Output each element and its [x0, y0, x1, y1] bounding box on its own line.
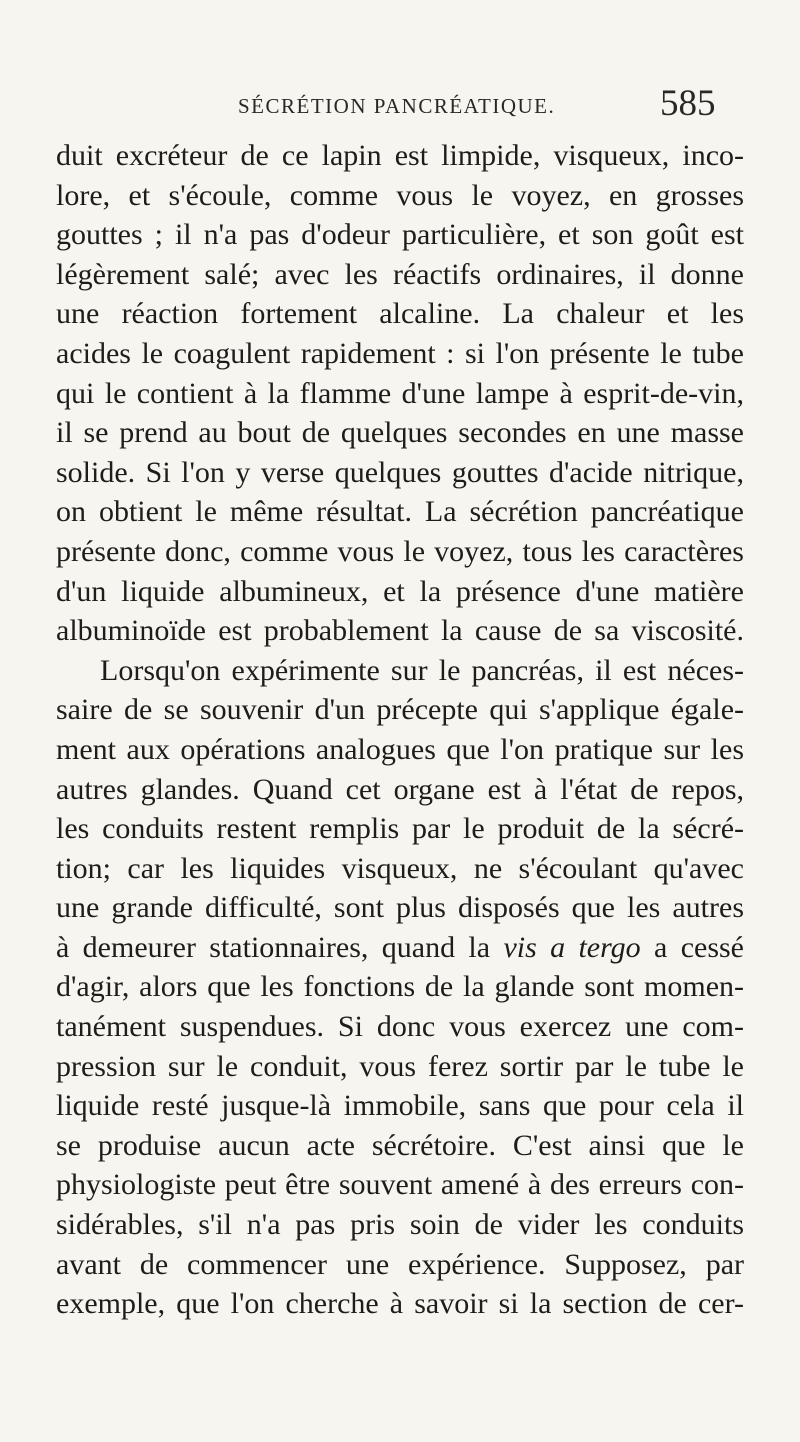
text-line: on obtient le même résultat. La sécrétion pancréatique: [56, 495, 744, 529]
text-line: légèrement salé; avec les réactifs ordinaires, il donne: [56, 257, 744, 291]
page-number: 585: [660, 83, 716, 124]
text-line: saire de se souvenir d'un précepte qui s'applique égale-: [56, 693, 744, 727]
text-line: tanément suspendues. Si donc vous exercez une com-: [56, 1010, 744, 1044]
text-line: solide. Si l'on y verse quelques gouttes d'acide nitrique,: [56, 455, 744, 489]
text-segment: a cessé: [640, 930, 744, 964]
italic-phrase: vis a tergo: [503, 930, 641, 964]
text-line: avant de commencer une expérience. Supposez, par: [56, 1247, 744, 1281]
text-line: pression sur le conduit, vous ferez sortir par le tube le: [56, 1049, 744, 1083]
text-line: albuminoïde est probablement la cause de sa viscosité.: [56, 614, 744, 648]
text-line: lore, et s'écoule, comme vous le voyez, en grosses: [56, 178, 744, 212]
running-title: SÉCRÉTION PANCRÉATIQUE.: [238, 94, 556, 118]
text-line: d'un liquide albumineux, et la présence d'une matière: [56, 574, 744, 608]
text-segment: à demeurer stationnaires, quand la: [56, 930, 504, 964]
text-line: une grande difficulté, sont plus disposés que les autres: [56, 891, 744, 925]
text-line: se produise aucun acte sécrétoire. C'est ainsi que le: [56, 1128, 744, 1162]
text-line-with-italic: [56, 928, 744, 968]
text-line: présente donc, comme vous le voyez, tous les caractères: [56, 534, 744, 568]
text-line: autres glandes. Quand cet organe est à l'état de repos,: [56, 772, 744, 806]
text-line: tion; car les liquides visqueux, ne s'écoulant qu'avec: [56, 851, 744, 885]
text-line: acides le coagulent rapidement : si l'on présente le tube: [56, 336, 744, 370]
text-line: qui le contient à la flamme d'une lampe à esprit-de-vin,: [56, 376, 744, 410]
page-header: [0, 80, 800, 128]
text-line: d'agir, alors que les fonctions de la glande sont momen-: [56, 970, 744, 1004]
paragraph-start-line: Lorsqu'on expérimente sur le pancréas, il est néces-: [100, 653, 744, 687]
text-line: liquide resté jusque-là immobile, sans que pour cela il: [56, 1089, 744, 1123]
text-line: gouttes ; il n'a pas d'odeur particulière, et son goût est: [56, 218, 744, 252]
body-text: [56, 136, 744, 1324]
text-line: physiologiste peut être souvent amené à des erreurs con-: [56, 1168, 744, 1202]
text-line: duit excréteur de ce lapin est limpide, visqueux, inco-: [56, 139, 744, 172]
text-line: une réaction fortement alcaline. La chaleur et les: [56, 297, 744, 331]
text-line: exemple, que l'on cherche à savoir si la section de cer-: [56, 1287, 744, 1321]
text-line: les conduits restent remplis par le produit de la sécré-: [56, 812, 744, 846]
text-line: ment aux opérations analogues que l'on pratique sur les: [56, 732, 744, 766]
text-line: sidérables, s'il n'a pas pris soin de vider les conduits: [56, 1208, 744, 1242]
text-line: il se prend au bout de quelques secondes en une masse: [56, 416, 744, 450]
